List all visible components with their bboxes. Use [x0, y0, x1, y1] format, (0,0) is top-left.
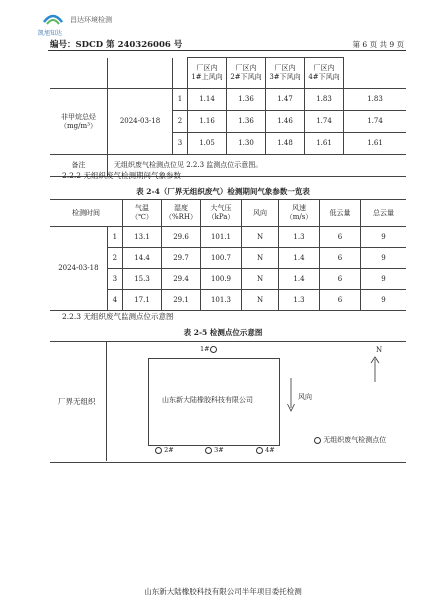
row-index: 1 [107, 227, 122, 248]
table-cell: 29.4 [162, 269, 201, 290]
table-cell: 1.83 [305, 89, 344, 111]
table-cell: 101.3 [201, 290, 242, 311]
point-label: 1# [200, 345, 210, 353]
brand-name: 昌达环境检测 [70, 16, 112, 24]
col-header: 气温 （℃） [123, 200, 162, 227]
table-cell: 1.74 [344, 111, 407, 133]
monitoring-point-icon [155, 447, 162, 454]
table-cell: 1.36 [227, 89, 266, 111]
table-cell: 1.3 [279, 290, 320, 311]
north-arrow-icon [369, 356, 381, 382]
point-label: 2# [164, 446, 174, 454]
wind-arrow-icon [286, 378, 296, 412]
col-header-1: 厂区内 1#上风向 [188, 58, 227, 89]
col-header-4: 厂区内 4#下风向 [305, 58, 344, 89]
table-cell: 1.48 [266, 133, 305, 155]
table-cell: 29.1 [162, 290, 201, 311]
point-2 [155, 446, 174, 454]
table-cell: N [242, 269, 279, 290]
table-cell: 6 [320, 269, 361, 290]
header-rule [48, 50, 406, 51]
table-cell: 1.47 [266, 89, 305, 111]
col-header-2: 厂区内 2#下风向 [227, 58, 266, 89]
row-index: 3 [107, 269, 122, 290]
monitoring-point-icon [256, 447, 263, 454]
map-left-label: 厂界无组织 [58, 397, 96, 406]
table-cell: 6 [320, 290, 361, 311]
table-cell: N [242, 248, 279, 269]
table-cell: 9 [361, 248, 407, 269]
monitoring-point-icon [205, 447, 212, 454]
table-cell: 100.9 [201, 269, 242, 290]
col-header: 风向 [242, 200, 279, 227]
table-cell: N [242, 227, 279, 248]
map-legend [314, 435, 386, 445]
monitoring-point-icon [210, 346, 217, 353]
point-1 [200, 345, 217, 353]
section-heading-222: 2.2.2 无组织废气检测期间气象参数 [62, 171, 181, 180]
row-index: 2 [173, 111, 188, 133]
table-cell: 1.36 [227, 111, 266, 133]
table-cell: 1.74 [305, 111, 344, 133]
table-cell: 1.4 [279, 269, 320, 290]
table-cell: 6 [320, 227, 361, 248]
table-caption-24: 表 2-4（厂界无组织废气）检测期间气象参数一览表 [136, 187, 310, 196]
param-name: 非甲烷总烃 （mg/m³） [50, 89, 108, 155]
table-cell: 1.14 [188, 89, 227, 111]
north-label: N [376, 346, 383, 354]
table-cell: 101.1 [201, 227, 242, 248]
table-cell: 1.30 [227, 133, 266, 155]
table-cell: 1.05 [188, 133, 227, 155]
col-header: 风速 （m/s） [279, 200, 320, 227]
brand-top: 凯旭知达 [38, 30, 63, 37]
table-cell: 1.61 [344, 133, 407, 155]
nmhc-results-table [50, 57, 406, 177]
row-index: 1 [173, 89, 188, 111]
point-4 [256, 446, 275, 454]
section-heading-223: 2.2.3 无组织废气监测点位示意图 [62, 312, 174, 321]
col-header: 总云量 [361, 200, 407, 227]
table-cell: 1.4 [279, 248, 320, 269]
point-label: 4# [265, 446, 275, 454]
company-label: 山东新大陆橡胶科技有限公司 [162, 396, 253, 404]
table-cell: 9 [361, 290, 407, 311]
weather-table [50, 199, 406, 311]
table-cell: 6 [320, 248, 361, 269]
col-header: 检测时间 [50, 200, 123, 227]
table-cell: 29.6 [162, 227, 201, 248]
col-header-3: 厂区内 3#下风向 [266, 58, 305, 89]
point-label: 3# [214, 446, 224, 454]
col-header: 湿度 （%RH） [162, 200, 201, 227]
remark-label: 备注 [50, 155, 108, 177]
point-3 [205, 446, 224, 454]
row-index: 2 [107, 248, 122, 269]
remark-text: 无组织废气检测点位见 2.2.3 监测点位示意图。 [108, 155, 407, 177]
page-footer: 山东新大陆橡胶科技有限公司半年项目委托检测 [144, 587, 302, 596]
table-cell: 1.46 [266, 111, 305, 133]
table-cell: 29.7 [162, 248, 201, 269]
table-cell: 9 [361, 227, 407, 248]
sample-date: 2024-03-18 [108, 89, 173, 155]
wind-label: 风向 [298, 393, 312, 401]
document-number: 编号：SDCD 第 240326006 号 [50, 40, 183, 50]
table-cell: 1.83 [344, 89, 407, 111]
monitoring-point-icon [314, 437, 321, 444]
col-header: 低云量 [320, 200, 361, 227]
table-cell: 13.1 [123, 227, 162, 248]
table-cell: 15.3 [123, 269, 162, 290]
table-cell: 100.7 [201, 248, 242, 269]
table-cell: 1.61 [305, 133, 344, 155]
table-cell: 9 [361, 269, 407, 290]
map-divider [106, 341, 107, 461]
table-cell: 14.4 [123, 248, 162, 269]
legend-label: 无组织废气检测点位 [323, 436, 387, 444]
table-cell: 1.3 [279, 227, 320, 248]
row-index: 3 [173, 133, 188, 155]
weather-date: 2024-03-18 [50, 227, 107, 311]
table-cell: N [242, 290, 279, 311]
row-index: 4 [107, 290, 122, 311]
col-header: 大气压 （kPa） [201, 200, 242, 227]
table-cell: 1.16 [188, 111, 227, 133]
table-cell: 17.1 [123, 290, 162, 311]
table-caption-25: 表 2-5 检测点位示意图 [183, 328, 263, 337]
company-logo-icon [42, 8, 64, 30]
page-number: 第 6 页 共 9 页 [352, 40, 404, 49]
